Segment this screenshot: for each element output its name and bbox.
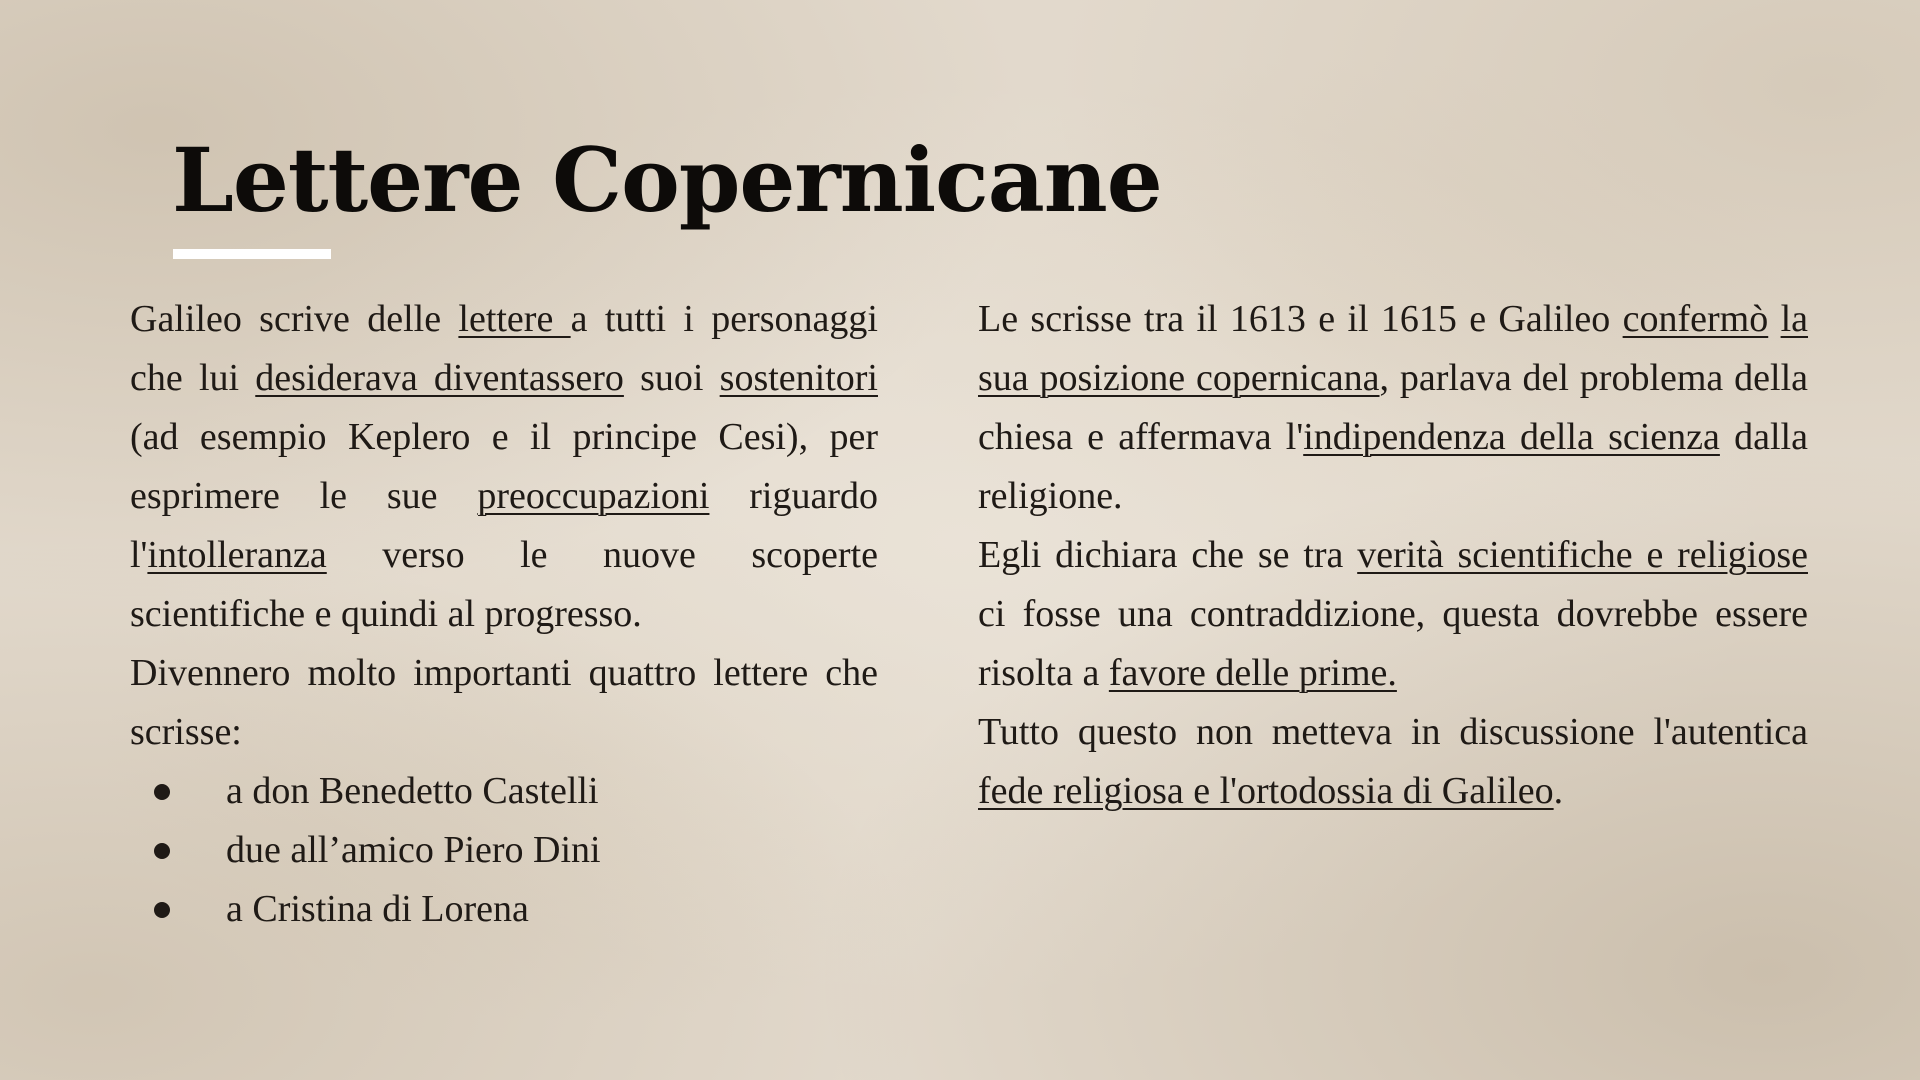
right-paragraph-2 (978, 526, 1808, 703)
bullet-icon (154, 843, 170, 859)
letters-bullet-list (130, 762, 878, 939)
list-item (130, 762, 878, 821)
text-run: ci fosse una contraddizione, questa dovrebbe essere risolta a (978, 593, 1808, 694)
text-run: Le scrisse tra il 1613 e il 1615 e Galileo (978, 298, 1623, 340)
underlined-phrase: confermò (1622, 298, 1769, 340)
text-run: (ad esempio Keplero e il principe Cesi), per esprimere le sue (130, 416, 878, 517)
list-item (130, 821, 878, 880)
left-paragraph-2: Divennero molto importanti quattro lettere che scrisse: (130, 652, 878, 753)
underlined-phrase: intolleranza (147, 534, 327, 576)
title-underline-rule (173, 249, 331, 259)
list-item-text: due all’amico Piero Dini (226, 829, 601, 871)
underlined-phrase: indipendenza della scienza (1303, 416, 1720, 458)
slide-title: Lettere Copernicane (172, 128, 1162, 232)
underlined-phrase: desiderava diventassero (255, 357, 624, 399)
left-paragraph-1 (130, 290, 878, 644)
right-paragraph-3 (978, 703, 1808, 821)
text-run: dalla religione. (978, 416, 1808, 517)
list-item-text: a don Benedetto Castelli (226, 770, 599, 812)
text-run: a tutti i personaggi che lui (130, 298, 878, 399)
text-run: riguardo l' (130, 475, 879, 576)
underlined-phrase: fede religiosa e l'ortodossia di Galileo (978, 770, 1554, 812)
list-item-text: a Cristina di Lorena (226, 888, 529, 930)
text-run: . (1553, 770, 1564, 812)
bullet-icon (154, 784, 170, 800)
text-run: Tutto questo non metteva in discussione l'autentica (978, 711, 1808, 753)
text-run: Galileo scrive delle (130, 298, 459, 340)
underlined-phrase: lettere (458, 298, 571, 340)
underlined-phrase: sostenitori (719, 357, 878, 399)
right-paragraph-1 (978, 290, 1808, 526)
right-text-column (978, 290, 1808, 821)
underlined-phrase: verità scientifiche e religiose (1357, 534, 1808, 576)
list-item (130, 880, 878, 939)
text-run (1768, 298, 1780, 340)
bullet-icon (154, 902, 170, 918)
underlined-phrase: la sua posizione copernicana (978, 298, 1809, 399)
text-run: Egli dichiara che se tra (978, 534, 1358, 576)
text-run: suoi (623, 357, 720, 399)
text-run: , parlava del problema della chiesa e affermava l' (978, 357, 1808, 458)
underlined-phrase: preoccupazioni (477, 475, 710, 517)
left-text-column (130, 290, 878, 939)
text-run: verso le nuove scoperte scientifiche e quindi al progresso. (130, 534, 878, 635)
underlined-phrase: favore delle prime. (1108, 652, 1397, 694)
